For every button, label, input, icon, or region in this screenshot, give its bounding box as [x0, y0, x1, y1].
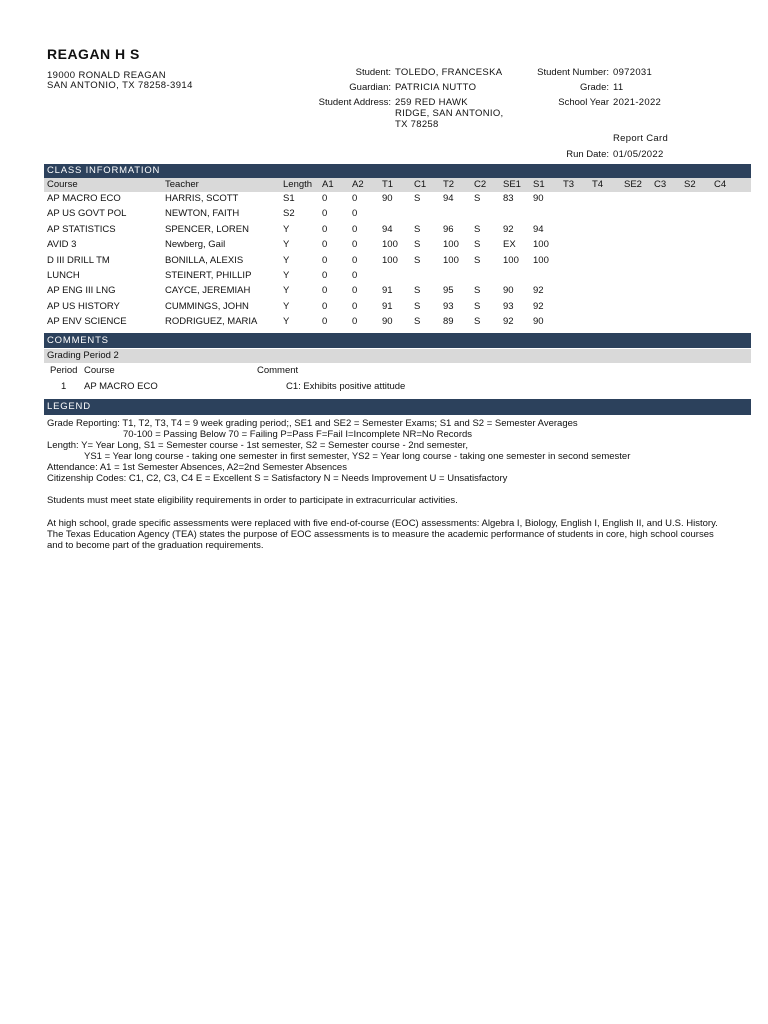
class-grade-cell: 90 [533, 193, 544, 204]
class-table-header-row [44, 178, 751, 192]
comment-course: AP MACRO ECO [84, 381, 158, 392]
class-col-header: C1 [414, 179, 427, 190]
class-col-header: C3 [654, 179, 667, 190]
class-grade-cell: 89 [443, 316, 454, 328]
guardian-name: PATRICIA NUTTO [395, 82, 477, 93]
class-grade-cell: S [474, 223, 481, 235]
class-teacher-cell: Newberg, Gail [165, 239, 226, 251]
class-col-header: C4 [714, 179, 727, 190]
class-col-header: SE2 [624, 179, 642, 190]
school-address-line1: 19000 RONALD REAGAN [47, 70, 167, 81]
class-grade-cell: 92 [533, 300, 544, 312]
run-date: 01/05/2022 [613, 149, 664, 160]
class-teacher-cell: RODRIGUEZ, MARIA [165, 316, 258, 328]
grade-value: 11 [613, 82, 624, 93]
class-col-header: Length [283, 179, 313, 190]
class-grade-cell: 92 [533, 285, 544, 297]
class-teacher-cell: NEWTON, FAITH [165, 208, 240, 220]
class-teacher-cell: CAYCE, JEREMIAH [165, 285, 251, 297]
class-grade-cell: 100 [503, 254, 519, 266]
class-grade-cell: 92 [503, 316, 514, 328]
legend-grade-reporting: Grade Reporting: T1, T2, T3, T4 = 9 week grading period;, SE1 and SE2 = Semester Exams; S1 and S2 = Semester Averages [47, 418, 578, 429]
student-address-label: Student Address: [318, 97, 391, 108]
class-col-header: S2 [684, 179, 696, 190]
class-grade-cell: S2 [283, 208, 295, 220]
class-teacher-cell: CUMMINGS, JOHN [165, 300, 249, 312]
school-year: 2021-2022 [613, 97, 662, 108]
class-col-header: Course [47, 179, 78, 190]
class-grade-cell: 100 [533, 239, 549, 251]
legend-header: LEGEND [44, 399, 751, 415]
class-grade-cell: Y [283, 223, 290, 235]
class-grade-cell: 100 [443, 254, 459, 266]
class-grade-cell: EX [503, 239, 516, 251]
class-col-header: T3 [563, 179, 575, 190]
class-grade-cell: 95 [443, 285, 454, 297]
class-grade-cell: 0 [352, 285, 358, 297]
class-grade-cell: 92 [503, 223, 514, 235]
class-grade-cell: 90 [503, 285, 514, 297]
class-grade-cell: 93 [443, 300, 454, 312]
class-col-header: Teacher [165, 179, 199, 190]
class-grade-cell: S [474, 193, 481, 204]
class-course-cell: AP ENG III LNG [47, 285, 116, 297]
class-teacher-cell: BONILLA, ALEXIS [165, 254, 244, 266]
eoc-note-line1: At high school, grade specific assessments were replaced with five end-of-course (EOC) assessments: Algebra I, Biology, English I, English II, and U.S. History. [47, 518, 718, 529]
guardian-label: Guardian: [349, 82, 391, 93]
legend-attendance: Attendance: A1 = 1st Semester Absences, A2=2nd Semester Absences [47, 462, 347, 473]
class-grade-cell: 100 [533, 254, 549, 266]
class-grade-cell: 93 [503, 300, 514, 312]
class-course-cell: AP ENV SCIENCE [47, 316, 127, 328]
class-grade-cell: S1 [283, 193, 295, 204]
class-grade-cell: 91 [382, 300, 393, 312]
class-course-cell: D III DRILL TM [47, 254, 110, 266]
report-title: Report Card [613, 133, 669, 144]
class-grade-cell: Y [283, 270, 290, 281]
class-course-cell: AP MACRO ECO [47, 193, 121, 204]
class-grade-cell: 96 [443, 223, 454, 235]
comments-col-course: Course [84, 365, 115, 376]
student-name: TOLEDO, FRANCESKA [395, 67, 503, 78]
class-grade-cell: 90 [382, 316, 393, 328]
class-grade-cell: S [414, 223, 421, 235]
class-grade-cell: 0 [322, 270, 328, 281]
class-course-cell: AP STATISTICS [47, 223, 116, 235]
legend-length-ys: YS1 = Year long course - taking one semester in first semester, YS2 = Year long course - taking one semester in second semester [84, 451, 631, 462]
class-course-cell: LUNCH [47, 270, 80, 281]
grade-label: Grade: [579, 82, 609, 93]
class-grade-cell: 90 [382, 193, 393, 204]
class-grade-cell: 0 [352, 254, 358, 266]
class-grade-cell: S [414, 316, 421, 328]
grading-period-row [44, 349, 751, 363]
school-year-label: School Year [558, 97, 609, 108]
class-course-cell: AVID 3 [47, 239, 77, 251]
class-grade-cell: S [474, 254, 481, 266]
class-col-header: SE1 [503, 179, 521, 190]
class-grade-cell: 100 [443, 239, 459, 251]
comments-col-period: Period [50, 365, 78, 376]
class-grade-cell: S [474, 285, 481, 297]
class-grade-cell: 94 [443, 193, 454, 204]
class-grade-cell: 0 [322, 316, 328, 328]
class-grade-cell: Y [283, 285, 290, 297]
class-grade-cell: 0 [322, 254, 328, 266]
eligibility-note: Students must meet state eligibility requirements in order to participate in extracurricular activities. [47, 495, 458, 506]
class-col-header: T4 [592, 179, 604, 190]
class-teacher-cell: STEINERT, PHILLIP [165, 270, 252, 281]
comments-col-comment: Comment [257, 365, 299, 376]
class-information-header: CLASS INFORMATION [44, 164, 751, 178]
class-grade-cell: Y [283, 239, 290, 251]
class-col-header: S1 [533, 179, 545, 190]
class-col-header: C2 [474, 179, 487, 190]
class-grade-cell: 0 [352, 208, 358, 220]
student-address-line3: TX 78258 [395, 119, 439, 130]
class-teacher-cell: HARRIS, SCOTT [165, 193, 239, 204]
school-name: REAGAN H S [47, 46, 140, 62]
class-grade-cell: 0 [322, 193, 328, 204]
class-grade-cell: 0 [322, 300, 328, 312]
class-grade-cell: 0 [352, 270, 358, 281]
class-grade-cell: 0 [322, 285, 328, 297]
class-grade-cell: 90 [533, 316, 544, 328]
class-grade-cell: 100 [382, 239, 398, 251]
class-col-header: T2 [443, 179, 455, 190]
class-course-cell: AP US HISTORY [47, 300, 120, 312]
student-address-line1: 259 RED HAWK [395, 97, 468, 108]
class-col-header: A1 [322, 179, 334, 190]
class-grade-cell: 0 [322, 239, 328, 251]
comment-period: 1 [61, 381, 67, 392]
legend-citizenship: Citizenship Codes: C1, C2, C3, C4 E = Excellent S = Satisfactory N = Needs Improvement U = Unsatisfactory [47, 473, 508, 484]
grading-period-label: Grading Period 2 [47, 350, 119, 361]
legend-length: Length: Y= Year Long, S1 = Semester course - 1st semester, S2 = Semester course - 2nd semester, [47, 440, 468, 451]
class-grade-cell: S [414, 285, 421, 297]
class-grade-cell: 94 [533, 223, 544, 235]
class-grade-cell: Y [283, 254, 290, 266]
comments-header: COMMENTS [44, 333, 751, 348]
student-address-line2: RIDGE, SAN ANTONIO, [395, 108, 504, 119]
class-grade-cell: 0 [322, 223, 328, 235]
class-grade-cell: Y [283, 316, 290, 328]
class-grade-cell: Y [283, 300, 290, 312]
class-grade-cell: 94 [382, 223, 393, 235]
class-grade-cell: 0 [352, 300, 358, 312]
class-grade-cell: 91 [382, 285, 393, 297]
eoc-note-line2: The Texas Education Agency (TEA) states the purpose of EOC assessments is to measure the academic performance of students in core, high school courses [47, 529, 714, 540]
class-grade-cell: 100 [382, 254, 398, 266]
student-number: 0972031 [613, 67, 653, 78]
school-address-line2: SAN ANTONIO, TX 78258-3914 [47, 80, 193, 91]
eoc-note-line3: and to become part of the graduation requirements. [47, 540, 264, 551]
legend-passing: 70-100 = Passing Below 70 = Failing P=Pass F=Fail I=Incomplete NR=No Records [123, 429, 473, 440]
class-grade-cell: S [414, 254, 421, 266]
class-grade-cell: S [414, 239, 421, 251]
class-grade-cell: S [474, 316, 481, 328]
class-course-cell: AP US GOVT POL [47, 208, 127, 220]
student-number-label: Student Number: [537, 67, 609, 78]
class-grade-cell: 0 [352, 223, 358, 235]
comment-text: C1: Exhibits positive attitude [286, 381, 406, 392]
class-grade-cell: 0 [352, 193, 358, 204]
class-col-header: T1 [382, 179, 394, 190]
class-grade-cell: 0 [322, 208, 328, 220]
class-grade-cell: S [474, 239, 481, 251]
class-grade-cell: 0 [352, 239, 358, 251]
class-grade-cell: S [414, 300, 421, 312]
class-grade-cell: 0 [352, 316, 358, 328]
class-grade-cell: S [414, 193, 421, 204]
class-grade-cell: S [474, 300, 481, 312]
run-date-label: Run Date: [566, 149, 609, 160]
class-col-header: A2 [352, 179, 364, 190]
student-label: Student: [355, 67, 391, 78]
class-teacher-cell: SPENCER, LOREN [165, 223, 249, 235]
class-grade-cell: 83 [503, 193, 514, 204]
